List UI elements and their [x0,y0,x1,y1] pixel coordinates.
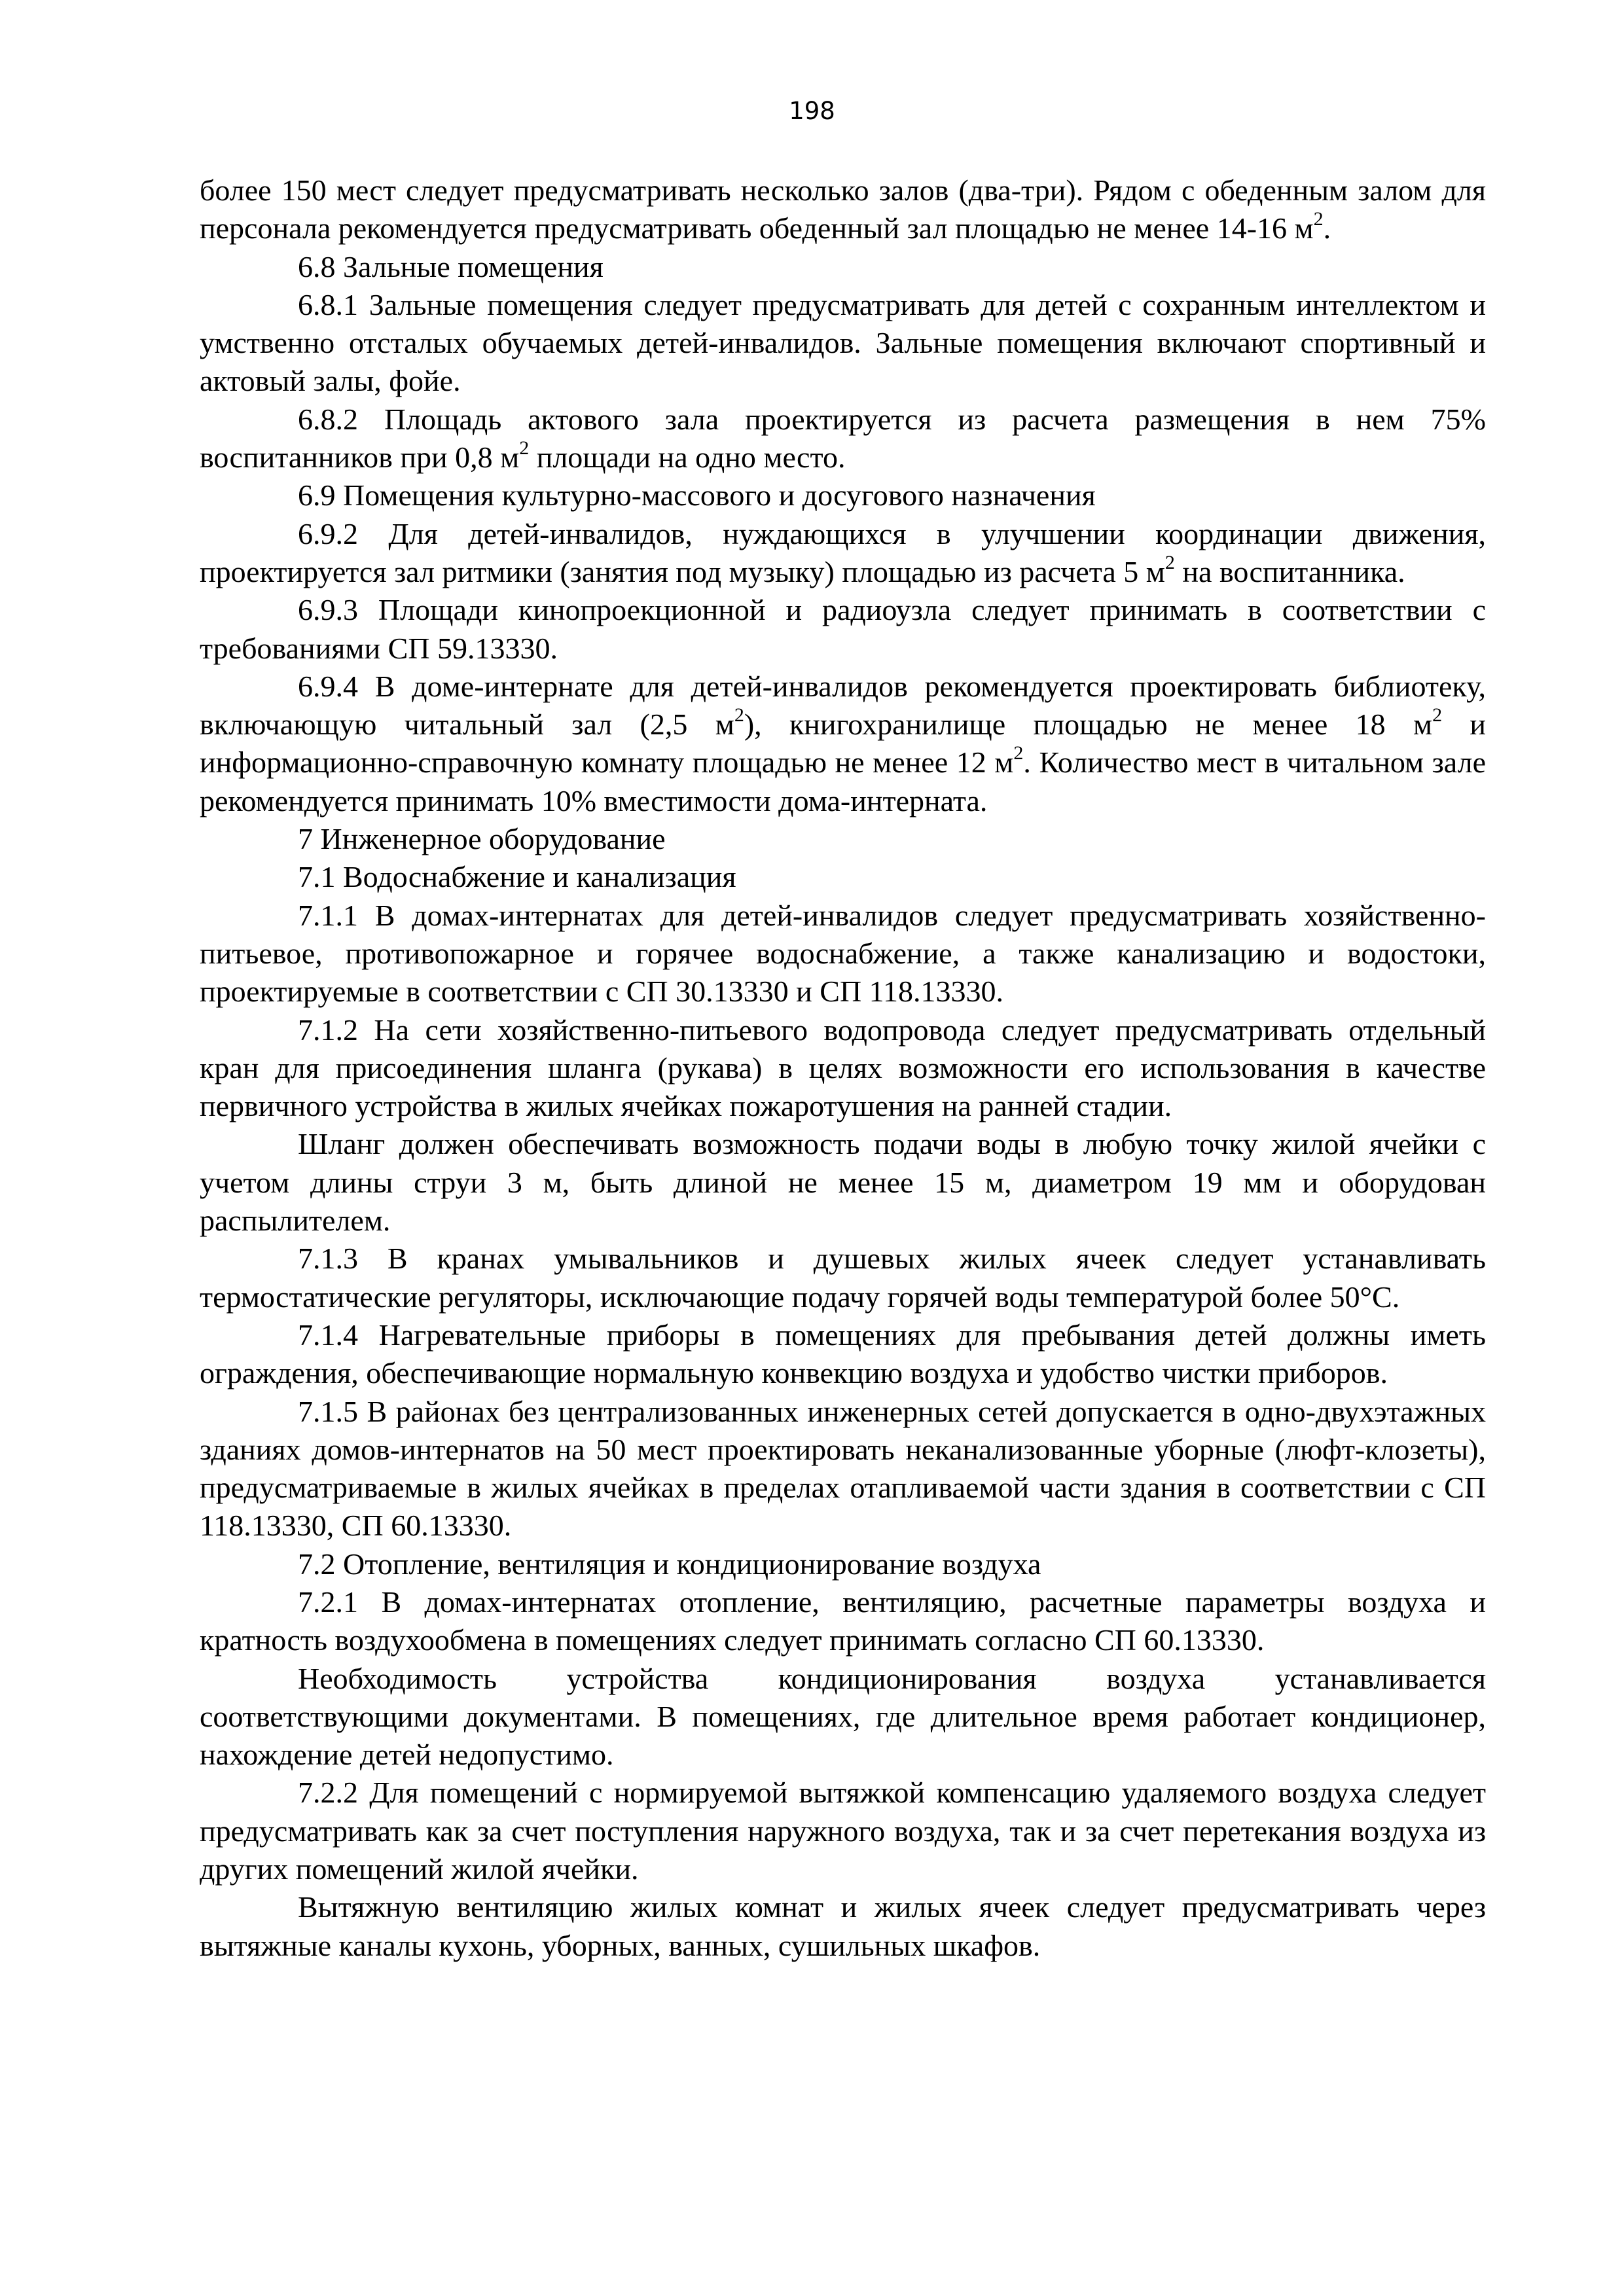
heading-7: 7 Инженерное оборудование [298,822,666,856]
heading-6-9: 6.9 Помещения культурно-массового и досугового назначения [298,478,1096,512]
paragraph-air-conditioning: Необходимость устройства кондиционирования воздуха устанавливается соответствующими документами. В помещениях, где длительное время работает кондиционер, нахождение детей недопустимо. [200,1661,1486,1772]
heading-7-2: 7.2 Отопление, вентиляция и кондиционирование воздуха [298,1547,1041,1581]
paragraph-7-1-4: 7.1.4 Нагревательные приборы в помещениях для пребывания детей должны иметь ограждения, обеспечивающие нормальную конвекцию воздуха и удобство чистки приборов. [200,1318,1486,1390]
paragraph-7-1-2: 7.1.2 На сети хозяйственно-питьевого водопровода следует предусматривать отдельный кран для присоединения шланга (рукава) в целях возможности его использования в качестве первичного устройства в жилых ячейках пожаротушения на ранней стадии. [200,1013,1486,1123]
paragraph-7-1-5: 7.1.5 В районах без централизованных инженерных сетей допускается в одно-двухэтажных зданиях домов-интернатов на 50 мест проектировать неканализованные уборные (люфт-клозеты), предусматриваемые в жилых ячейках в пределах отапливаемой части здания в соответствии с СП 118.13330, СП 60.13330. [200,1394,1486,1543]
paragraph-7-1-1: 7.1.1 В домах-интернатах для детей-инвалидов следует предусматривать хозяйственно-питьевое, противопожарное и горячее водоснабжение, а также канализацию и водостоки, проектируемые в соответствии с СП 30.13330 и СП 118.13330. [200,898,1486,1009]
document-body [200,171,1486,1965]
page-number: 198 [789,97,835,125]
paragraph-7-1-3: 7.1.3 В кранах умывальников и душевых жилых ячеек следует устанавливать термостатические регуляторы, исключающие подачу горячей воды температурой более 50°С. [200,1242,1486,1314]
heading-6-8: 6.8 Зальные помещения [298,249,604,283]
paragraph-hose: Шланг должен обеспечивать возможность подачи воды в любую точку жилой ячейки с учетом длины струи 3 м, быть длиной не менее 15 м, диаметром 19 мм и оборудован распылителем. [200,1127,1486,1238]
paragraph-exhaust-ventilation: Вытяжную вентиляцию жилых комнат и жилых ячеек следует предусматривать через вытяжные каналы кухонь, уборных, ванных, сушильных шкафов. [200,1890,1486,1962]
heading-7-1: 7.1 Водоснабжение и канализация [298,860,736,894]
paragraph-6-8-2: 6.8.2 Площадь актового зала проектируется из расчета размещения в нем 75% воспитанников при 0,8 $м^2$ площади на одно место. [200,402,1486,475]
paragraph-7-2-2: 7.2.2 Для помещений с нормируемой вытяжкой компенсацию удаляемого воздуха следует предусматривать как за счет поступления наружного воздуха, так и за счет перетекания воздуха из других помещений жилой ячейки. [200,1776,1486,1886]
paragraph-6-9-3: 6.9.3 Площади кинопроекционной и радиоузла следует принимать в соответствии с требованиями СП 59.13330. [200,593,1486,665]
paragraph-7-2-1: 7.2.1 В домах-интернатах отопление, вентиляцию, расчетные параметры воздуха и кратность воздухообмена в помещениях следует принимать согласно СП 60.13330. [200,1585,1486,1657]
paragraph-6-8-1: 6.8.1 Зальные помещения следует предусматривать для детей с сохранным интеллектом и умственно отсталых обучаемых детей-инвалидов. Зальные помещения включают спортивный и актовый залы, фойе. [200,287,1486,398]
paragraph-6-9-4: 6.9.4 В доме-интернате для детей-инвалидов рекомендуется проектировать библиотеку, включающую читальный зал (2,5 $м^2$), книгохранилище площадью не менее 18 $м^2$ и информационно-справочную комнату площадью не менее 12 $м^2$. Количество мест в читальном зале рекомендуется принимать 10% вместимости дома-интерната. [200,669,1486,817]
paragraph-dining-hall: более 150 мест следует предусматривать несколько залов (два-три). Рядом с обеденным залом для персонала рекомендуется предусматривать обеденный зал площадью не менее 14-16 $м^2$. [200,173,1486,245]
paragraph-6-9-2: 6.9.2 Для детей-инвалидов, нуждающихся в улучшении координации движения, проектируется зал ритмики (занятия под музыку) площадью из расчета 5 $м^2$ на воспитанника. [200,516,1486,588]
